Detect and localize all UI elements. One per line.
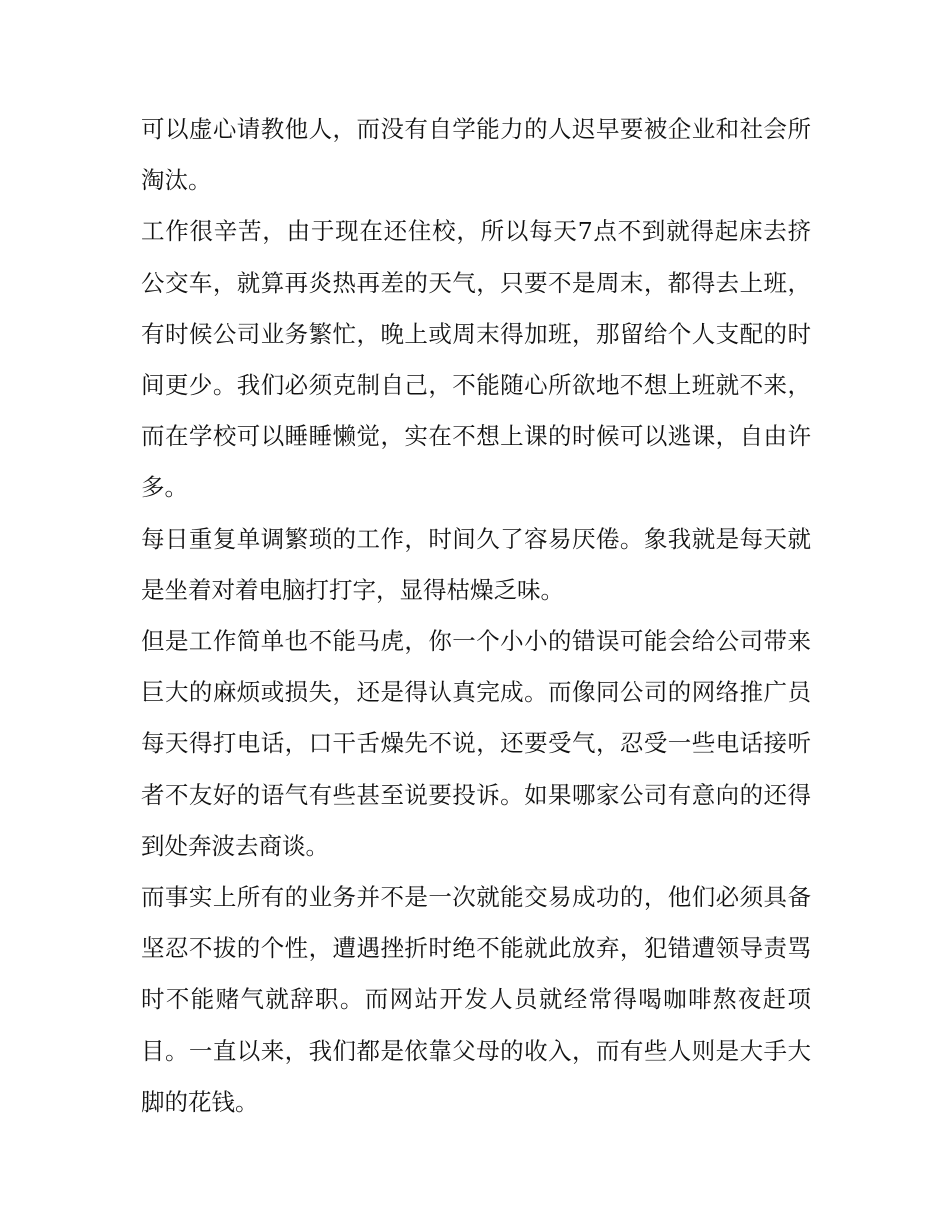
document-page [141, 104, 811, 1128]
paragraph-1: 可以虚心请教他人，而没有自学能力的人迟早要被企业和社会所淘汰。 [141, 115, 811, 195]
paragraph-3: 每日重复单调繁琐的工作，时间久了容易厌倦。象我就是每天就是坐着对着电脑打打字，显得枯燥乏味。 [141, 524, 811, 604]
paragraph-4: 但是工作简单也不能马虎，你一个小小的错误可能会给公司带来巨大的麻烦或损失，还是得认真完成。而像同公司的网络推广员每天得打电话，口干舌燥先不说，还要受气，忍受一些电话接听者不友好的语气有些甚至说要投诉。如果哪家公司有意向的还得到处奔波去商谈。 [141, 627, 811, 860]
paragraph-2: 工作很辛苦，由于现在还住校，所以每天7点不到就得起床去挤公交车，就算再炎热再差的天气，只要不是周末，都得去上班，有时候公司业务繁忙，晚上或周末得加班，那留给个人支配的时间更少。我们必须克制自己，不能随心所欲地不想上班就不来，而在学校可以睡睡懒觉，实在不想上课的时候可以逃课，自由许多。 [141, 217, 811, 502]
paragraph-5: 而事实上所有的业务并不是一次就能交易成功的，他们必须具备坚忍不拔的个性，遭遇挫折时绝不能就此放弃，犯错遭领导责骂时不能赌气就辞职。而网站开发人员就经常得喝咖啡熬夜赶项目。一直以来，我们都是依靠父母的收入，而有些人则是大手大脚的花钱。 [141, 883, 811, 1116]
